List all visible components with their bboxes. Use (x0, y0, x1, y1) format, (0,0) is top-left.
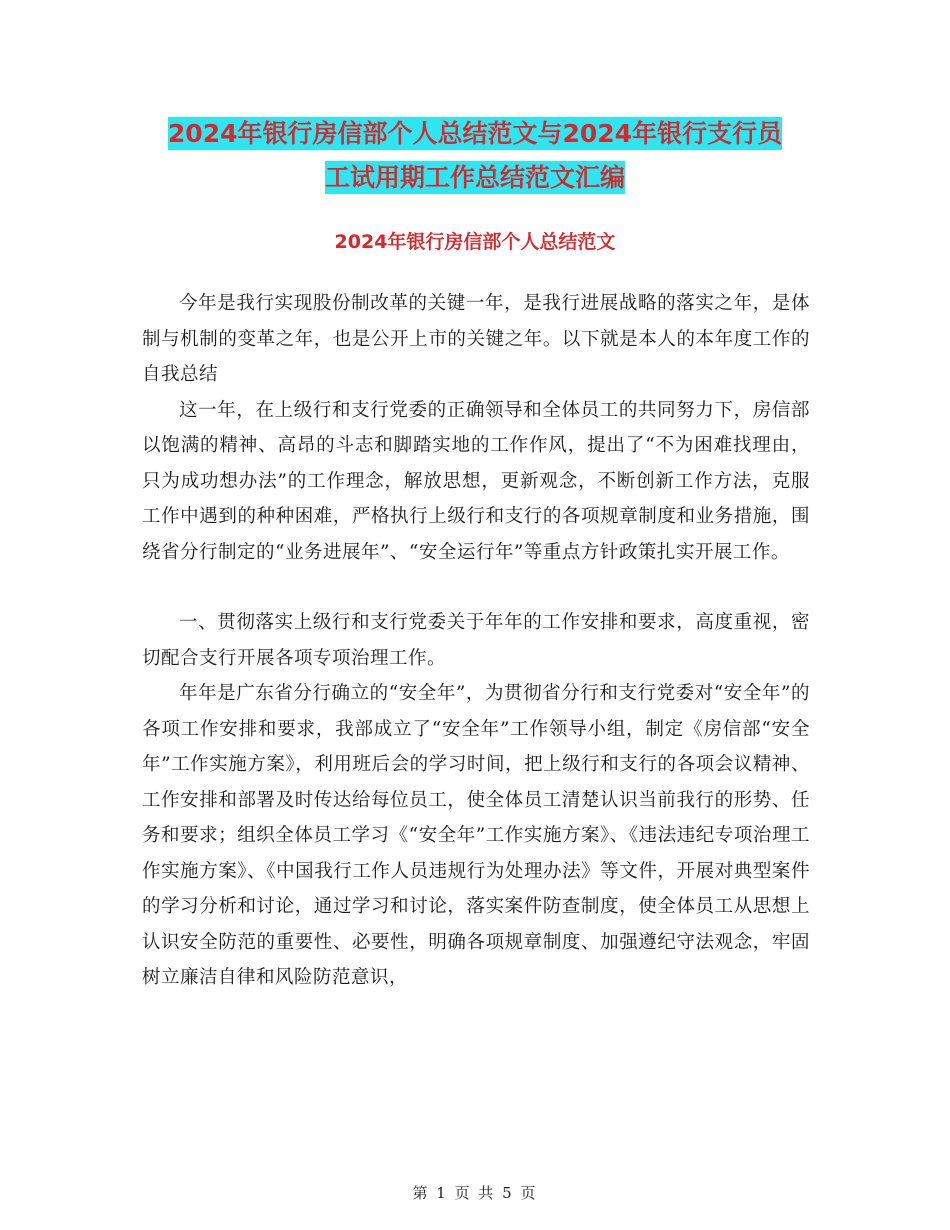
paragraph: 这一年，在上级行和支行党委的正确领导和全体员工的共同努力下，房信部以饱满的精神、高昂的斗志和脚踏实地的工作作风，提出了“不为困难找理由，只为成功想办法”的工作理念，解放思想，更新观念，不断创新工作方法，克服工作中遇到的种种困难，严格执行上级行和支行的各项规章制度和业务措施，围绕省分行制定的“业务进展年”、“安全运行年”等重点方针政策扎实开展工作。 (142, 399, 810, 563)
document-title-line-1 (0, 114, 950, 150)
document-title-line-2 (0, 158, 950, 194)
paragraph: 年年是广东省分行确立的“安全年”，为贯彻省分行和支行党委对“安全年”的各项工作安排和要求，我部成立了“安全年”工作领导小组，制定《房信部“安全年”工作实施方案》，利用班后会的学习时间，把上级行和支行的各项会议精神、工作安排和部署及时传达给每位员工，使全体员工清楚认识当前我行的形势、任务和要求；组织全体员工学习《“安全年”工作实施方案》、《违法违纪专项治理工作实施方案》、《中国我行工作人员违规行为处理办法》等文件，开展对典型案件的学习分析和讨论，通过学习和讨论，落实案件防查制度，使全体员工从思想上认识安全防范的重要性、必要性，明确各项规章制度、加强遵纪守法观念，牢固树立廉洁自律和风险防范意识， (142, 683, 810, 988)
page-footer: 第 1 页 共 5 页 (412, 1184, 538, 1202)
document-body (142, 286, 810, 996)
paragraph: 一、贯彻落实上级行和支行党委关于年年的工作安排和要求，高度重视，密切配合支行开展各项专项治理工作。 (142, 612, 810, 669)
paragraph: 今年是我行实现股份制改革的关键一年，是我行进展战略的落实之年，是体制与机制的变革之年，也是公开上市的关键之年。以下就是本人的本年度工作的自我总结 (142, 293, 810, 385)
section-title: 2024年银行房信部个人总结范文 (334, 231, 616, 253)
title-highlight: 2024年银行房信部个人总结范文与2024年银行支行员 (167, 119, 783, 148)
title-highlight: 工试用期工作总结范文汇编 (324, 163, 625, 192)
